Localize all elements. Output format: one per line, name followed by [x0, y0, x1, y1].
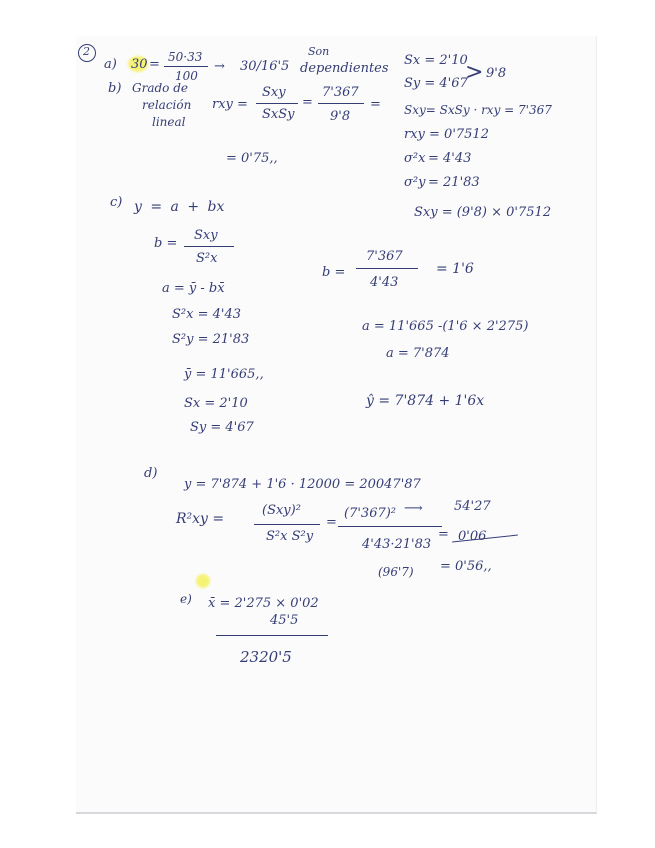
part-c-b-calc-bar — [356, 268, 418, 269]
part-b-frac1-bar — [256, 103, 298, 104]
side-sy: Sy = 4'67 — [404, 76, 468, 91]
part-d-label: d) — [144, 466, 158, 481]
side-brace-icon: > — [465, 60, 484, 85]
part-d-r2-calc-den: 4'43·21'83 — [362, 537, 432, 552]
side-var-x-label: σ²x — [404, 151, 426, 166]
part-d-r2-calc-bar — [338, 526, 442, 527]
part-c-sx: Sx = 2'10 — [184, 396, 248, 411]
part-a-note-bottom: dependientes — [300, 61, 389, 76]
part-d-r2-num: (Sxy)² — [262, 503, 301, 518]
part-d-arrow-icon: ⟶ — [404, 501, 423, 516]
highlight-mark-e — [196, 574, 210, 588]
part-b-eq1: = — [302, 95, 313, 110]
part-d-r2-label: R²xy = — [176, 511, 225, 527]
side-var-y-value: = 21'83 — [428, 175, 480, 190]
part-b-frac1-den: SxSy — [262, 107, 295, 122]
part-b-rxy: rxy = — [212, 97, 248, 112]
part-d-r2-den: S²x S²y — [266, 529, 314, 544]
part-a-label: a) — [104, 57, 117, 72]
part-c-a-calc: a = 11'665 -(1'6 × 2'275) — [362, 319, 529, 334]
part-d-den-result: (96'7) — [378, 565, 414, 579]
part-a-denominator: 100 — [175, 69, 198, 83]
part-d-prediction: y = 7'874 + 1'6 · 12000 = 20047'87 — [184, 477, 421, 492]
part-c-s2y: S²y = 21'83 — [172, 332, 250, 347]
part-e-label: e) — [180, 592, 192, 606]
part-c-s2x: S²x = 4'43 — [172, 307, 241, 322]
part-b-heading-2: relación — [142, 98, 192, 112]
part-a-equals: = — [149, 57, 160, 72]
side-sx: Sx = 2'10 — [404, 53, 468, 68]
part-c-b-calc-num: 7'367 — [366, 249, 403, 264]
part-a-fraction-bar — [164, 66, 208, 67]
part-e-second: 45'5 — [270, 613, 299, 628]
part-e-sum-bar — [216, 635, 328, 636]
part-b-frac2-num: 7'367 — [322, 85, 359, 100]
part-b-eq2: = — [370, 97, 381, 112]
part-a-lhs: 30 — [131, 57, 148, 72]
part-d-final: = 0'56,, — [440, 559, 492, 574]
part-c-regression: ŷ = 7'874 + 1'6x — [366, 393, 485, 409]
part-d-crossed: 0'06 — [458, 529, 487, 544]
part-a-note-top: Son — [308, 45, 330, 58]
side-var-y-label: σ²y — [404, 175, 426, 190]
part-c-b-calc-den: 4'43 — [370, 275, 399, 290]
part-c-b-calc-result: = 1'6 — [436, 261, 474, 277]
part-b-label: b) — [108, 81, 122, 96]
part-e-mult-line: x̄ = 2'275 × 0'02 — [208, 596, 319, 611]
part-c-ybar: ȳ = 11'665,, — [184, 367, 264, 382]
problem-number: 2 — [83, 45, 90, 58]
part-a-arrow-icon: → — [214, 59, 225, 74]
side-sxy-line: Sxy= SxSy · rxy = 7'367 — [404, 103, 552, 117]
side-var-x-value: = 4'43 — [428, 151, 472, 166]
part-d-r2-bar — [254, 524, 320, 525]
part-b-heading-1: Grado de — [132, 81, 188, 95]
side-sxy-product: Sxy = (9'8) × 0'7512 — [414, 205, 552, 220]
part-b-result: = 0'75,, — [226, 151, 278, 166]
part-d-eq2: = — [438, 527, 449, 542]
part-d-r2-calc-num-result: 54'27 — [454, 499, 491, 514]
part-c-b-num: Sxy — [194, 228, 218, 243]
part-c-b-label: b = — [154, 236, 178, 251]
part-d-r2-calc-num: (7'367)² — [344, 506, 397, 521]
part-c-model: y = a + bx — [134, 199, 225, 215]
notebook-page — [76, 36, 597, 814]
side-rxy: rxy = 0'7512 — [404, 127, 489, 142]
part-c-b-bar — [184, 246, 234, 247]
part-a-numerator: 50·33 — [168, 50, 203, 64]
part-c-label: c) — [110, 195, 123, 210]
part-d-eq: = — [326, 515, 337, 530]
part-c-b-den: S²x — [196, 251, 218, 266]
part-c-a-formula: a = ȳ - bx̄ — [162, 281, 225, 296]
part-b-heading-3: lineal — [152, 115, 186, 129]
part-c-sy: Sy = 4'67 — [190, 420, 254, 435]
part-b-frac2-bar — [318, 103, 364, 104]
part-c-b-calc-label: b = — [322, 265, 346, 280]
part-c-a-result: a = 7'874 — [386, 346, 450, 361]
part-a-result: 30/16'5 — [240, 59, 290, 74]
part-b-frac1-num: Sxy — [262, 85, 286, 100]
part-e-total: 2320'5 — [240, 648, 292, 666]
part-b-frac2-den: 9'8 — [330, 109, 351, 124]
side-product: 9'8 — [486, 66, 507, 81]
